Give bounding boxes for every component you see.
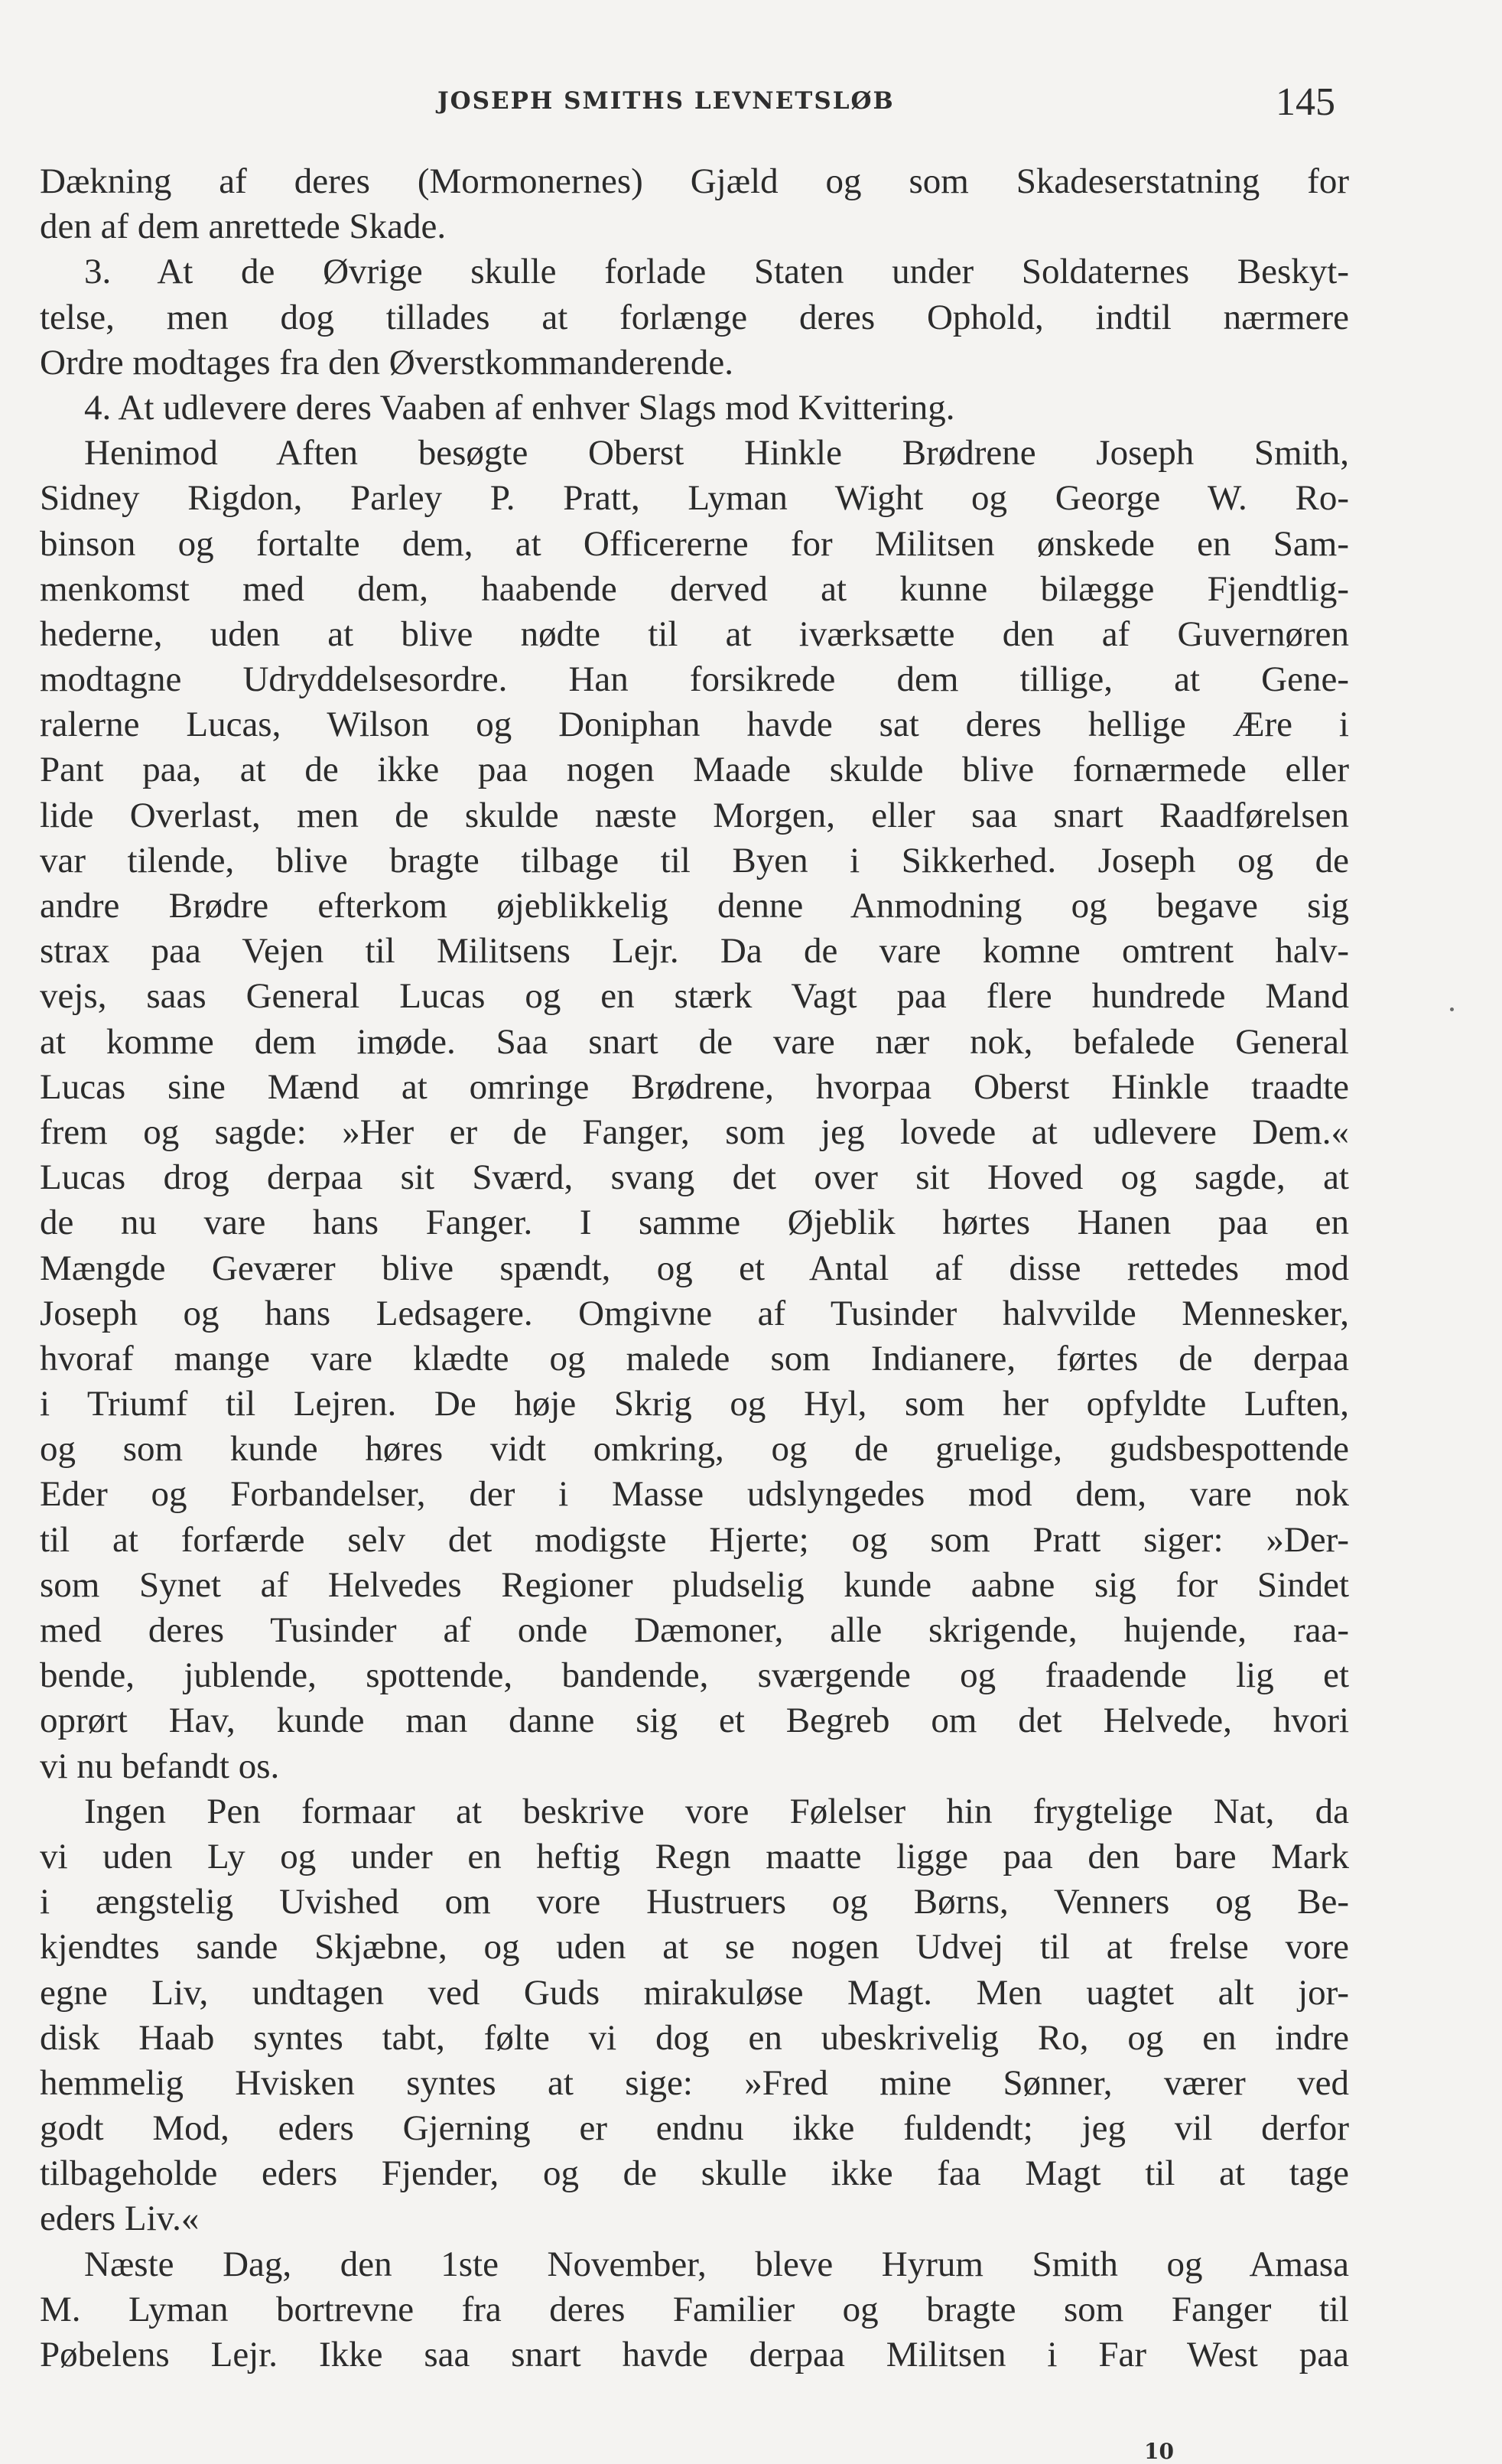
text-line: Pant paa, at de ikke paa nogen Maade skulde blive fornærmede eller [40, 750, 1349, 790]
text-line: menkomst med dem, haabende derved at kunne bilægge Fjendtlig- [40, 568, 1349, 609]
text-line: egne Liv, undtagen ved Guds mirakuløse Magt. Men uagtet alt jor- [40, 1972, 1349, 2013]
text-line: kjendtes sande Skjæbne, og uden at se nogen Udvej til at frelse vore [40, 1927, 1349, 1968]
body-text [40, 159, 1349, 2378]
text-line: til at forfærde selv det modigste Hjerte; og som Pratt siger: »Der- [40, 1519, 1349, 1560]
text-line: Joseph og hans Ledsagere. Omgivne af Tusinder halvvilde Mennesker, [40, 1293, 1349, 1333]
text-line: Henimod Aften besøgte Oberst Hinkle Brødrene Joseph Smith, [84, 433, 1349, 474]
text-line: Ingen Pen formaar at beskrive vore Følelser hin frygtelige Nat, da [84, 1791, 1349, 1831]
text-line: 4. At udlevere deres Vaaben af enhver Slags mod Kvittering. [84, 387, 955, 428]
text-line: frem og sagde: »Her er de Fanger, som jeg lovede at udlevere Dem.« [40, 1112, 1349, 1152]
text-line: binson og fortalte dem, at Officererne for Militsen ønskede en Sam- [40, 523, 1349, 564]
text-line: Næste Dag, den 1ste November, bleve Hyrum Smith og Amasa [84, 2244, 1349, 2284]
text-line: den af dem anrettede Skade. [40, 207, 447, 247]
text-line: Lucas drog derpaa sit Sværd, svang det over sit Hoved og sagde, at [40, 1157, 1349, 1198]
text-line: oprørt Hav, kunde man danne sig et Begreb om det Helvede, hvori [40, 1701, 1349, 1741]
text-line: hemmelig Hvisken syntes at sige: »Fred mine Sønner, værer ved [40, 2062, 1349, 2103]
text-line: Eder og Forbandelser, der i Masse udslyngedes mod dem, vare nok [40, 1474, 1349, 1515]
text-line: vejs, saas General Lucas og en stærk Vagt paa flere hundrede Mand [40, 976, 1349, 1017]
text-line: med deres Tusinder af onde Dæmoner, alle skrigende, hujende, raa- [40, 1610, 1349, 1650]
text-line: modtagne Udryddelsesordre. Han forsikrede dem tillige, at Gene- [40, 659, 1349, 700]
text-line: vi nu befandt os. [40, 1746, 280, 1786]
text-line: ralerne Lucas, Wilson og Doniphan havde sat deres hellige Ære i [40, 705, 1349, 745]
text-line: vi uden Ly og under en heftig Regn maatte ligge paa den bare Mark [40, 1836, 1349, 1876]
text-line: godt Mod, eders Gjerning er endnu ikke fuldendt; jeg vil derfor [40, 2108, 1349, 2149]
text-line: andre Brødre efterkom øjeblikkelig denne Anmodning og begave sig [40, 886, 1349, 926]
page-number: 145 [1276, 80, 1335, 124]
text-line: at komme dem imøde. Saa snart de vare nær nok, befalede General [40, 1021, 1349, 1062]
text-line: Lucas sine Mænd at omringe Brødrene, hvorpaa Oberst Hinkle traadte [40, 1066, 1349, 1107]
printer-signature: 10 [1144, 2439, 1174, 2464]
text-line: Pøbelens Lejr. Ikke saa snart havde derpaa Militsen i Far West paa [40, 2335, 1349, 2374]
text-line: i Triumf til Lejren. De høje Skrig og Hyl, som her opfyldte Luften, [40, 1384, 1349, 1424]
text-line: Dækning af deres (Mormonernes) Gjæld og som Skadeserstatning for [40, 161, 1349, 201]
text-line: og som kunde høres vidt omkring, og de gruelige, gudsbespottende [40, 1429, 1349, 1470]
text-line: bende, jublende, spottende, bandende, sværgende og fraadende lig et [40, 1655, 1349, 1696]
text-line: Ordre modtages fra den Øverstkommanderende. [40, 342, 734, 382]
text-line: telse, men dog tillades at forlænge deres Ophold, indtil nærmere [40, 297, 1349, 337]
text-line: 3. At de Øvrige skulle forlade Staten under Soldaternes Beskyt- [84, 252, 1349, 292]
text-line: eders Liv.« [40, 2199, 200, 2239]
text-line: var tilende, blive bragte tilbage til Byen i Sikkerhed. Joseph og de [40, 840, 1349, 880]
text-line: Sidney Rigdon, Parley P. Pratt, Lyman Wight og George W. Ro- [40, 478, 1349, 519]
text-line: lide Overlast, men de skulde næste Morgen, eller saa snart Raadførelsen [40, 795, 1349, 835]
text-line: hederne, uden at blive nødte til at iværksætte den af Guvernøren [40, 614, 1349, 654]
text-line: i ængstelig Uvished om vore Hustruers og Børns, Venners og Be- [40, 1882, 1349, 1922]
text-line: de nu vare hans Fanger. I samme Øjeblik hørtes Hanen paa en [40, 1203, 1349, 1243]
text-line: M. Lyman bortrevne fra deres Familier og bragte som Fanger til [40, 2289, 1349, 2329]
text-line: Mængde Geværer blive spændt, og et Antal af disse rettedes mod [40, 1248, 1349, 1288]
running-title: JOSEPH SMITHS LEVNETSLØB [437, 87, 895, 115]
text-line: strax paa Vejen til Militsens Lejr. Da de vare komne omtrent halv- [40, 931, 1349, 972]
paper-speck [1450, 1007, 1454, 1011]
text-line: disk Haab syntes tabt, følte vi dog en ubeskrivelig Ro, og en indre [40, 2017, 1349, 2058]
text-line: hvoraf mange vare klædte og malede som Indianere, førtes de derpaa [40, 1338, 1349, 1378]
running-head [0, 80, 1502, 129]
text-line: som Synet af Helvedes Regioner pludselig kunde aabne sig for Sindet [40, 1564, 1349, 1605]
text-line: tilbageholde eders Fjender, og de skulle ikke faa Magt til at tage [40, 2153, 1349, 2194]
